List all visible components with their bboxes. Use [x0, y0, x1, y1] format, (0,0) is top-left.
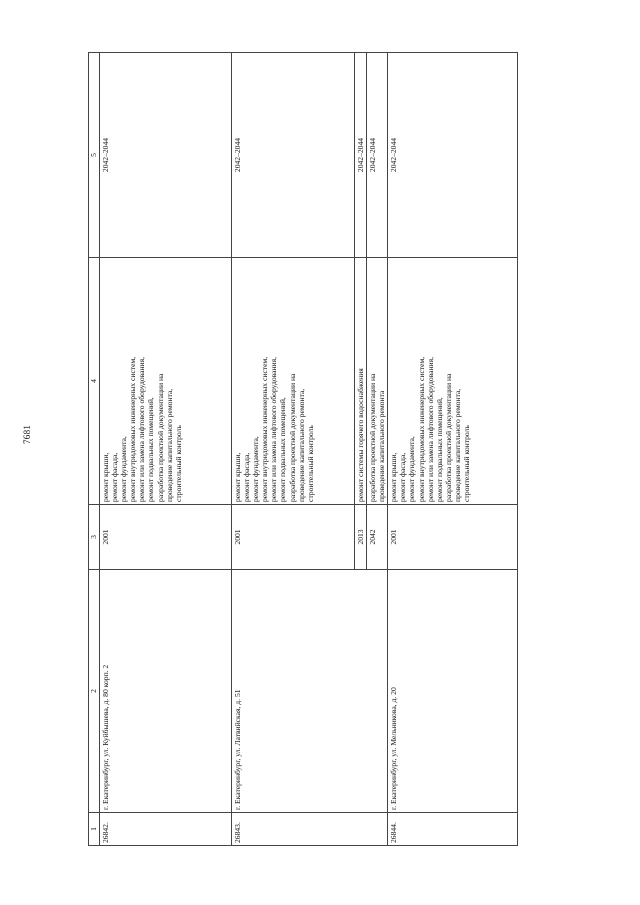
year-cell: 2013 — [355, 505, 367, 570]
work-item: ремонт крыши, — [233, 452, 242, 502]
work-item: строительный контроль — [305, 425, 315, 502]
work-item: ремонт подвальных помещений, — [278, 397, 288, 502]
work-item: проведение капитального ремонта, — [296, 388, 306, 502]
work-item: ремонт системы горячего водоснабжения — [356, 368, 365, 502]
column-number-row — [89, 53, 100, 846]
period-cell: 2042–2044 — [388, 53, 518, 258]
address-cell: г. Екатеринбург, ул. Мельникова, д. 20 — [388, 570, 518, 813]
work-item: строительный контроль — [462, 425, 472, 502]
work-item: проведение капитального ремонта, — [164, 388, 174, 502]
work-item: разработка проектной документации на — [443, 373, 453, 502]
work-item: строительный контроль — [173, 425, 183, 502]
table-row — [100, 53, 232, 846]
work-item: проведение капитального ремонта — [377, 390, 387, 502]
address-cell: г. Екатеринбург, ул. Латвийская, д. 51 — [232, 570, 388, 813]
works-cell — [355, 258, 367, 505]
work-item: ремонт крыши, — [101, 452, 110, 502]
works-cell — [100, 258, 232, 505]
work-item: ремонт внутридомовых инженерных систем, — [416, 356, 426, 502]
work-item: ремонт фасада, — [398, 452, 408, 502]
column-number-3: 3 — [89, 505, 100, 570]
work-item: ремонт или замена лифтового оборудования, — [137, 357, 147, 502]
period-cell: 2042–2044 — [355, 53, 367, 258]
work-item: ремонт фасада, — [110, 452, 120, 502]
work-item: ремонт фундамента, — [251, 436, 261, 502]
work-item: ремонт внутридомовых инженерных систем, — [128, 356, 138, 502]
works-cell — [367, 258, 388, 505]
column-number-4: 4 — [89, 258, 100, 505]
work-item: ремонт подвальных помещений, — [146, 397, 156, 502]
work-item: проведение капитального ремонта, — [452, 388, 462, 502]
repair-schedule-table — [88, 52, 518, 846]
work-item: ремонт внутридомовых инженерных систем, — [260, 356, 270, 502]
works-cell — [388, 258, 518, 505]
work-item: ремонт или замена лифтового оборудования, — [425, 357, 435, 502]
column-number-5: 5 — [89, 53, 100, 258]
work-item: ремонт крыши, — [389, 452, 399, 502]
work-item: разработка проектной документации на — [287, 373, 297, 502]
period-cell: 2042–2044 — [232, 53, 355, 258]
work-item: ремонт или замена лифтового оборудования, — [269, 357, 279, 502]
period-cell: 2042–2044 — [100, 53, 232, 258]
row-number: 26844. — [388, 813, 518, 846]
work-item: ремонт фундамента, — [407, 436, 417, 502]
row-number: 26843. — [232, 813, 388, 846]
period-cell: 2042–2044 — [367, 53, 388, 258]
column-number-2: 2 — [89, 570, 100, 813]
work-item: разработка проектной документации на — [155, 373, 165, 502]
year-cell: 2001 — [232, 505, 355, 570]
column-number-1: 1 — [89, 813, 100, 846]
work-item: ремонт подвальных помещений, — [434, 397, 444, 502]
year-cell: 2042 — [367, 505, 388, 570]
work-item: ремонт фундамента, — [119, 436, 129, 502]
work-item: разработка проектной документации на — [368, 373, 378, 502]
table-row — [232, 53, 355, 846]
year-cell: 2001 — [100, 505, 232, 570]
works-cell — [232, 258, 355, 505]
page-number: 7681 — [22, 424, 32, 444]
work-item: ремонт фасада, — [242, 452, 252, 502]
address-cell: г. Екатеринбург, ул. Куйбышева, д. 80 корп. 2 — [100, 570, 232, 813]
rotated-table-container — [88, 78, 508, 846]
table-row — [388, 53, 518, 846]
row-number: 26842. — [100, 813, 232, 846]
year-cell: 2001 — [388, 505, 518, 570]
